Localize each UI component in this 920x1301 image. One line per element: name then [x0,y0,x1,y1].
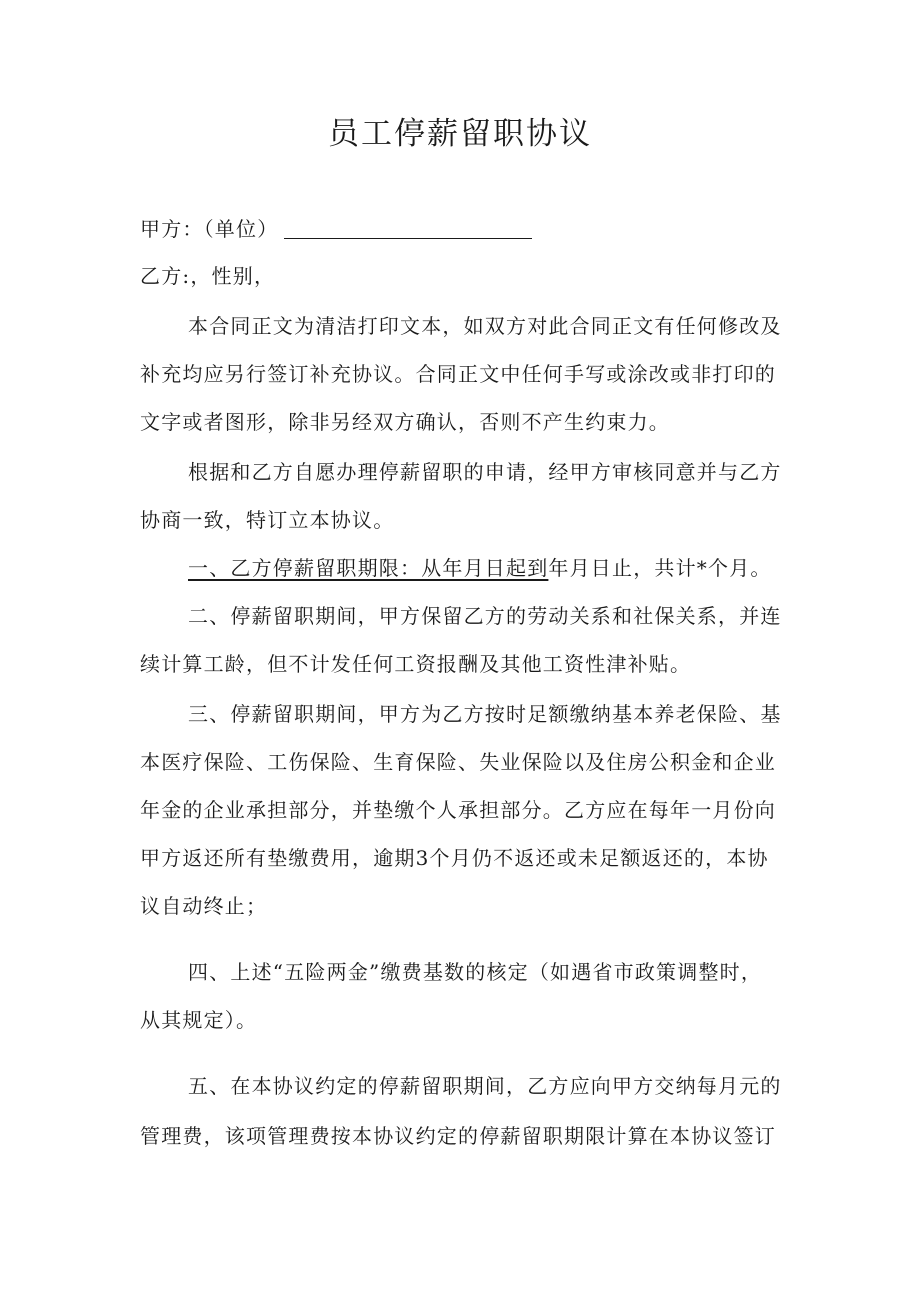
clause-2-line-2: 续计算工龄，但不计发任何工资报酬及其他工资性津补贴。 [140,652,692,676]
document-title: 员工停薪留职协议 [328,116,592,152]
clause-3-line-1: 三、停薪留职期间，甲方为乙方按时足额缴纳基本养老保险、基 [188,702,782,726]
clause-1-rest: 年月日止，共计*个月。 [548,556,772,580]
clause-2-line-1: 二、停薪留职期间，甲方保留乙方的劳动关系和社保关系，并连 [188,604,782,628]
party-a-label: 甲方：（单位） [140,217,279,241]
clause-1 [188,558,772,578]
party-b-line: 乙方:，性别， [140,264,276,288]
clause-3-line-4: 甲方返还所有垫缴费用，逾期3个月仍不返还或未足额返还的，本协 [140,846,769,870]
clause-4-line-1: 四、上述“五险两金”缴费基数的核定（如遇省市政策调整时， [188,960,763,984]
clause-3-line-3: 年金的企业承担部分，并垫缴个人承担部分。乙方应在每年一月份向 [140,798,776,822]
party-a-line [140,218,532,239]
clause-5-line-1: 五、在本协议约定的停薪留职期间，乙方应向甲方交纳每月元的 [188,1074,782,1098]
clause-4-line-2: 从其规定）。 [140,1008,258,1032]
preamble-line-2: 补充均应另行签订补充协议。合同正文中任何手写或涂改或非打印的 [140,362,776,386]
intro-line-2: 协商一致，特订立本协议。 [140,508,395,532]
clause-3-line-5: 议自动终止； [140,894,268,918]
clause-5-line-2: 管理费，该项管理费按本协议约定的停薪留职期限计算在本协议签订 [140,1124,776,1148]
preamble-line-1: 本合同正文为清洁打印文本，如双方对此合同正文有任何修改及 [188,314,782,338]
preamble-line-3: 文字或者图形，除非另经双方确认，否则不产生约束力。 [140,410,670,434]
clause-3-line-2: 本医疗保险、工伤保险、生育保险、失业保险以及住房公积金和企业 [140,750,776,774]
party-a-blank [284,218,532,239]
clause-1-underlined: 一、乙方停薪留职期限：从年月日起到 [188,556,549,580]
intro-line-1: 根据和乙方自愿办理停薪留职的申请，经甲方审核同意并与乙方 [188,460,782,484]
